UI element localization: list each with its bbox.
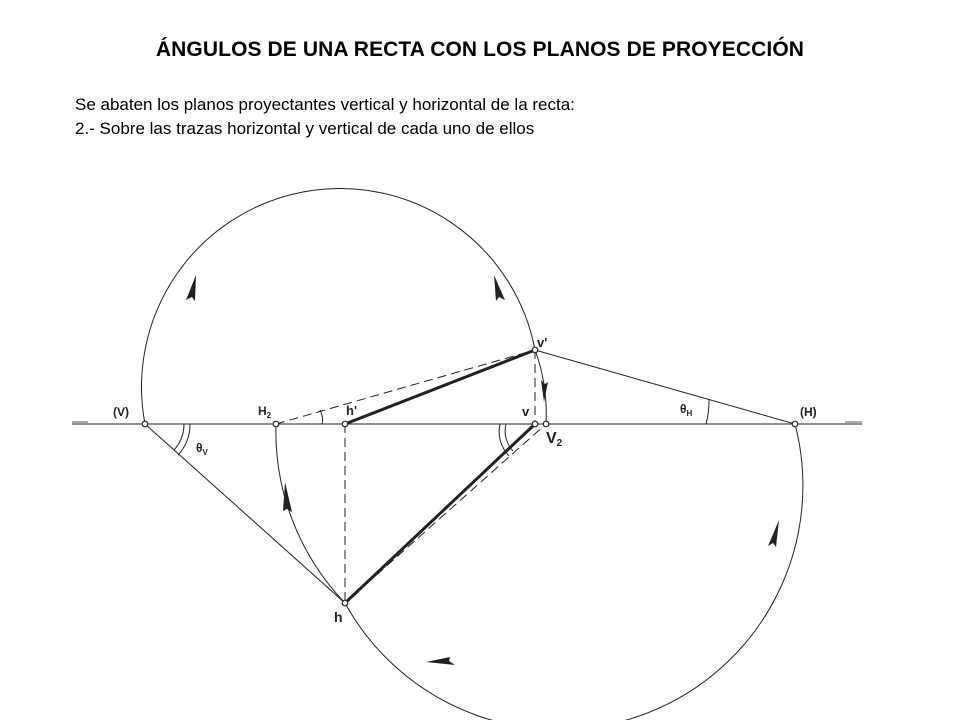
angle-arc-hprime	[320, 410, 323, 424]
label-v-prime: v'	[537, 335, 548, 350]
page-title: ÁNGULOS DE UNA RECTA CON LOS PLANOS DE PROYECCIÓN	[155, 38, 805, 61]
label-h: h	[334, 609, 343, 625]
line-vprime-to-H	[535, 350, 795, 424]
label-theta-V: $\theta_V$	[196, 441, 208, 457]
label-theta-H: $\theta_H$	[680, 402, 693, 418]
arrow-upper-left	[186, 275, 196, 301]
arc-h2-to-h	[276, 424, 345, 603]
angle-arc-theta-H	[706, 399, 709, 424]
arrow-lower-bottom	[426, 657, 455, 665]
subtitle-line-1: Se abaten los planos proyectantes vertical y horizontal de la recta:	[75, 95, 575, 114]
label-v: v	[522, 404, 530, 419]
lower-arc	[345, 424, 803, 720]
upper-arc	[142, 189, 535, 424]
subtitle-line-2: 2.- Sobre las trazas horizontal y vertical de cada uno de ellos	[75, 119, 535, 138]
dashed-H2-to-vprime	[276, 350, 535, 424]
label-H2: $H_2$	[258, 404, 272, 420]
arrow-upper-right	[494, 275, 505, 301]
label-h-prime: h'	[346, 403, 358, 418]
arrow-small-right	[541, 380, 548, 402]
label-V-paren: (V)	[113, 405, 129, 419]
angle-arc-theta-V-1	[174, 424, 184, 450]
line-V-to-h	[145, 424, 345, 603]
label-V2: V2	[546, 430, 563, 449]
arrow-lower-right	[768, 520, 779, 547]
bold-h-to-v	[345, 424, 535, 603]
arrow-h2-arc	[283, 482, 292, 512]
bold-hprime-to-vprime	[345, 350, 535, 424]
label-H-paren: (H)	[800, 405, 817, 419]
